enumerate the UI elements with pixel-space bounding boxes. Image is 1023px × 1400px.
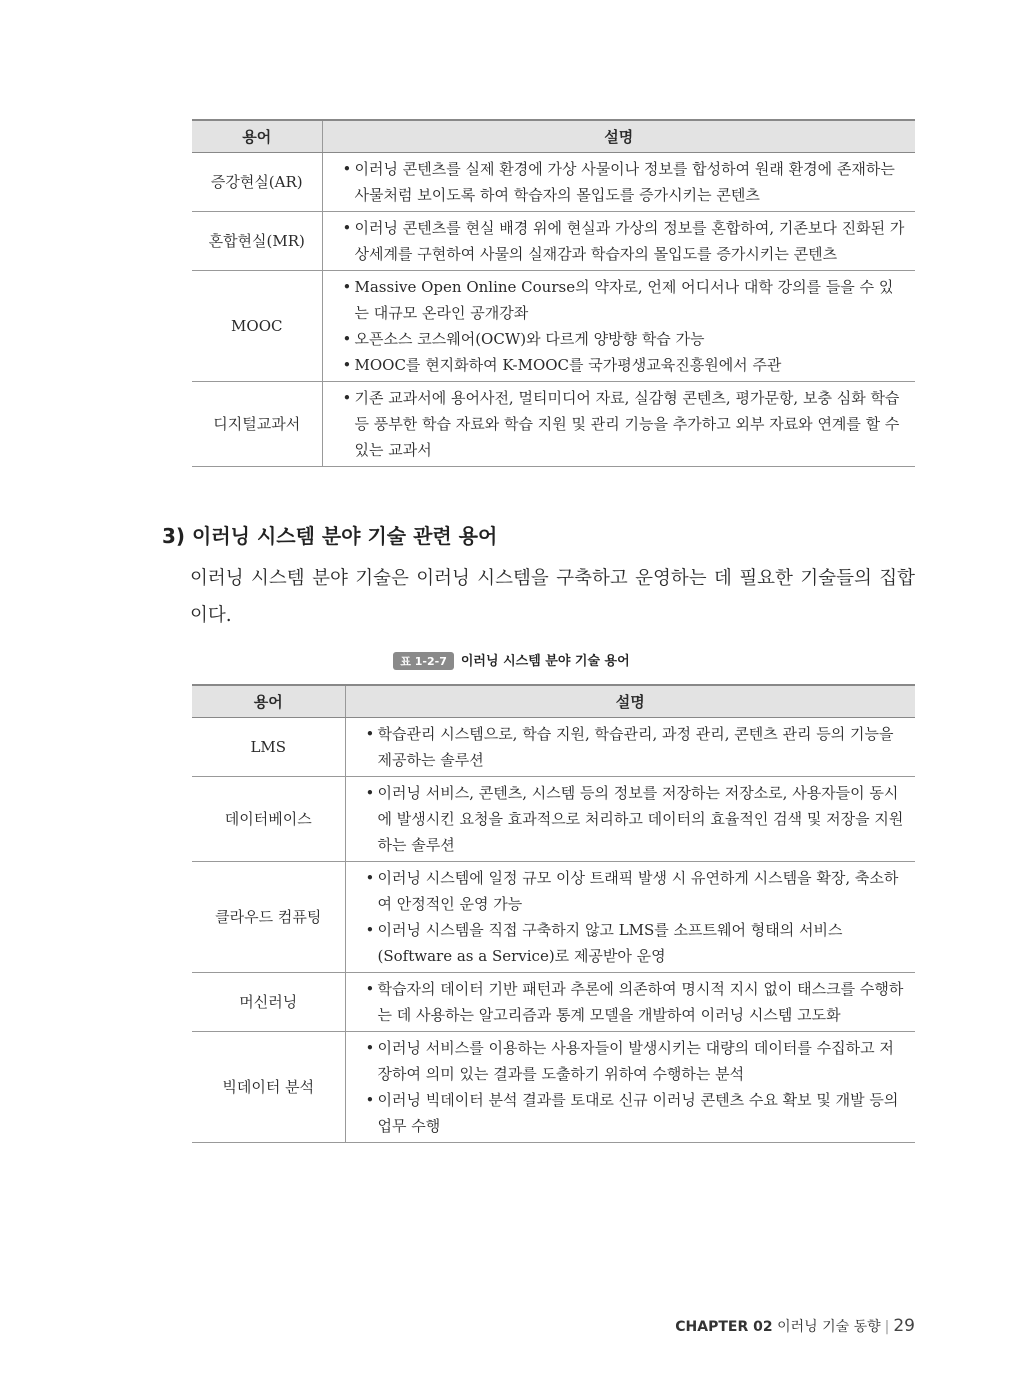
table-body [192,153,915,467]
bullet-list [366,780,906,858]
footer-chapter: CHAPTER 02 [675,1319,773,1335]
table-row [192,1032,915,1143]
table-number-badge: 표 1-2-7 [393,652,454,670]
bullet-item: • 이러닝 서비스, 콘텐츠, 시스템 등의 정보를 저장하는 저장소로, 사용자들이 동시에 발생시킨 요청을 효과적으로 처리하고 데이터의 효율적인 검색 및 저장을 지원하는 솔루션 [366,780,906,858]
bullet-list [343,156,906,208]
bullet-list [366,1035,906,1139]
table-row [192,153,915,212]
terms-table-2 [192,684,915,1143]
column-header-desc: 설명 [322,120,915,153]
term-cell: 증강현실(AR) [192,153,322,212]
bullet-item: • 이러닝 빅데이터 분석 결과를 토대로 신규 이러닝 콘텐츠 수요 확보 및 개발 등의 업무 수행 [366,1087,906,1139]
bullet-item: • 이러닝 콘텐츠를 현실 배경 위에 현실과 가상의 정보를 혼합하여, 기존보다 진화된 가상세계를 구현하여 사물의 실재감과 학습자의 몰입도를 증가시키는 콘텐츠 [343,215,906,267]
table-caption [0,650,1023,670]
term-cell: 데이터베이스 [192,777,345,862]
term-cell: 디지털교과서 [192,382,322,467]
bullet-item: • 학습관리 시스템으로, 학습 지원, 학습관리, 과정 관리, 콘텐츠 관리 등의 기능을 제공하는 솔루션 [366,721,906,773]
table-caption-title: 이러닝 시스템 분야 기술 용어 [460,654,630,669]
table-header-row [192,685,915,718]
term-cell: 빅데이터 분석 [192,1032,345,1143]
bullet-item: • 이러닝 서비스를 이용하는 사용자들이 발생시키는 대량의 데이터를 수집하고 저장하여 의미 있는 결과를 도출하기 위하여 수행하는 분석 [366,1035,906,1087]
bullet-item: • 기존 교과서에 용어사전, 멀티미디어 자료, 실감형 콘텐츠, 평가문항, 보충 심화 학습 등 풍부한 학습 자료와 학습 지원 및 관리 기능을 추가하고 외부 자료와 연계를 할 수 있는 교과서 [343,385,906,463]
description-cell [322,271,915,382]
terms-table-1 [192,119,915,467]
description-cell [345,1032,915,1143]
page-footer [675,1316,915,1336]
bullet-item: • Massive Open Online Course의 약자로, 언제 어디서나 대학 강의를 들을 수 있는 대규모 온라인 공개강좌 [343,274,906,326]
column-header-desc: 설명 [345,685,915,718]
bullet-item: • MOOC를 현지화하여 K-MOOC를 국가평생교육진흥원에서 주관 [343,352,906,378]
footer-title: 이러닝 기술 동향 [777,1319,881,1335]
bullet-item: • 학습자의 데이터 기반 패턴과 추론에 의존하여 명시적 지시 없이 태스크를 수행하는 데 사용하는 알고리즘과 통계 모델을 개발하여 이러닝 시스템 고도화 [366,976,906,1028]
table-header-row [192,120,915,153]
section-body: 이러닝 시스템 분야 기술은 이러닝 시스템을 구축하고 운영하는 데 필요한 기술들의 집합이다. [190,568,915,626]
description-cell [345,777,915,862]
description-cell [322,153,915,212]
term-cell: 클라우드 컴퓨팅 [192,862,345,973]
footer-separator: | [884,1319,890,1335]
table-row [192,212,915,271]
column-header-term: 용어 [192,120,322,153]
term-cell: MOOC [192,271,322,382]
bullet-list [343,274,906,378]
bullet-list [366,865,906,969]
section-heading: 3) 이러닝 시스템 분야 기술 관련 용어 [162,524,498,548]
bullet-item: • 이러닝 시스템에 일정 규모 이상 트래픽 발생 시 유연하게 시스템을 확장, 축소하여 안정적인 운영 가능 [366,865,906,917]
bullet-item: • 오픈소스 코스웨어(OCW)와 다르게 양방향 학습 가능 [343,326,906,352]
bullet-list [343,215,906,267]
bullet-item: • 이러닝 콘텐츠를 실제 환경에 가상 사물이나 정보를 합성하여 원래 환경에 존재하는 사물처럼 보이도록 하여 학습자의 몰입도를 증가시키는 콘텐츠 [343,156,906,208]
bullet-list [366,721,906,773]
bullet-list [343,385,906,463]
description-cell [322,212,915,271]
table-row [192,777,915,862]
table-row [192,862,915,973]
page-number: 29 [893,1316,915,1336]
description-cell [345,718,915,777]
table-row [192,382,915,467]
description-cell [322,382,915,467]
bullet-list [366,976,906,1028]
term-cell: 머신러닝 [192,973,345,1032]
table-row [192,973,915,1032]
table-row [192,718,915,777]
table-body [192,718,915,1143]
term-cell: 혼합현실(MR) [192,212,322,271]
bullet-item: • 이러닝 시스템을 직접 구축하지 않고 LMS를 소프트웨어 형태의 서비스(Software as a Service)로 제공받아 운영 [366,917,906,969]
description-cell [345,862,915,973]
column-header-term: 용어 [192,685,345,718]
table-row [192,271,915,382]
description-cell [345,973,915,1032]
term-cell: LMS [192,718,345,777]
